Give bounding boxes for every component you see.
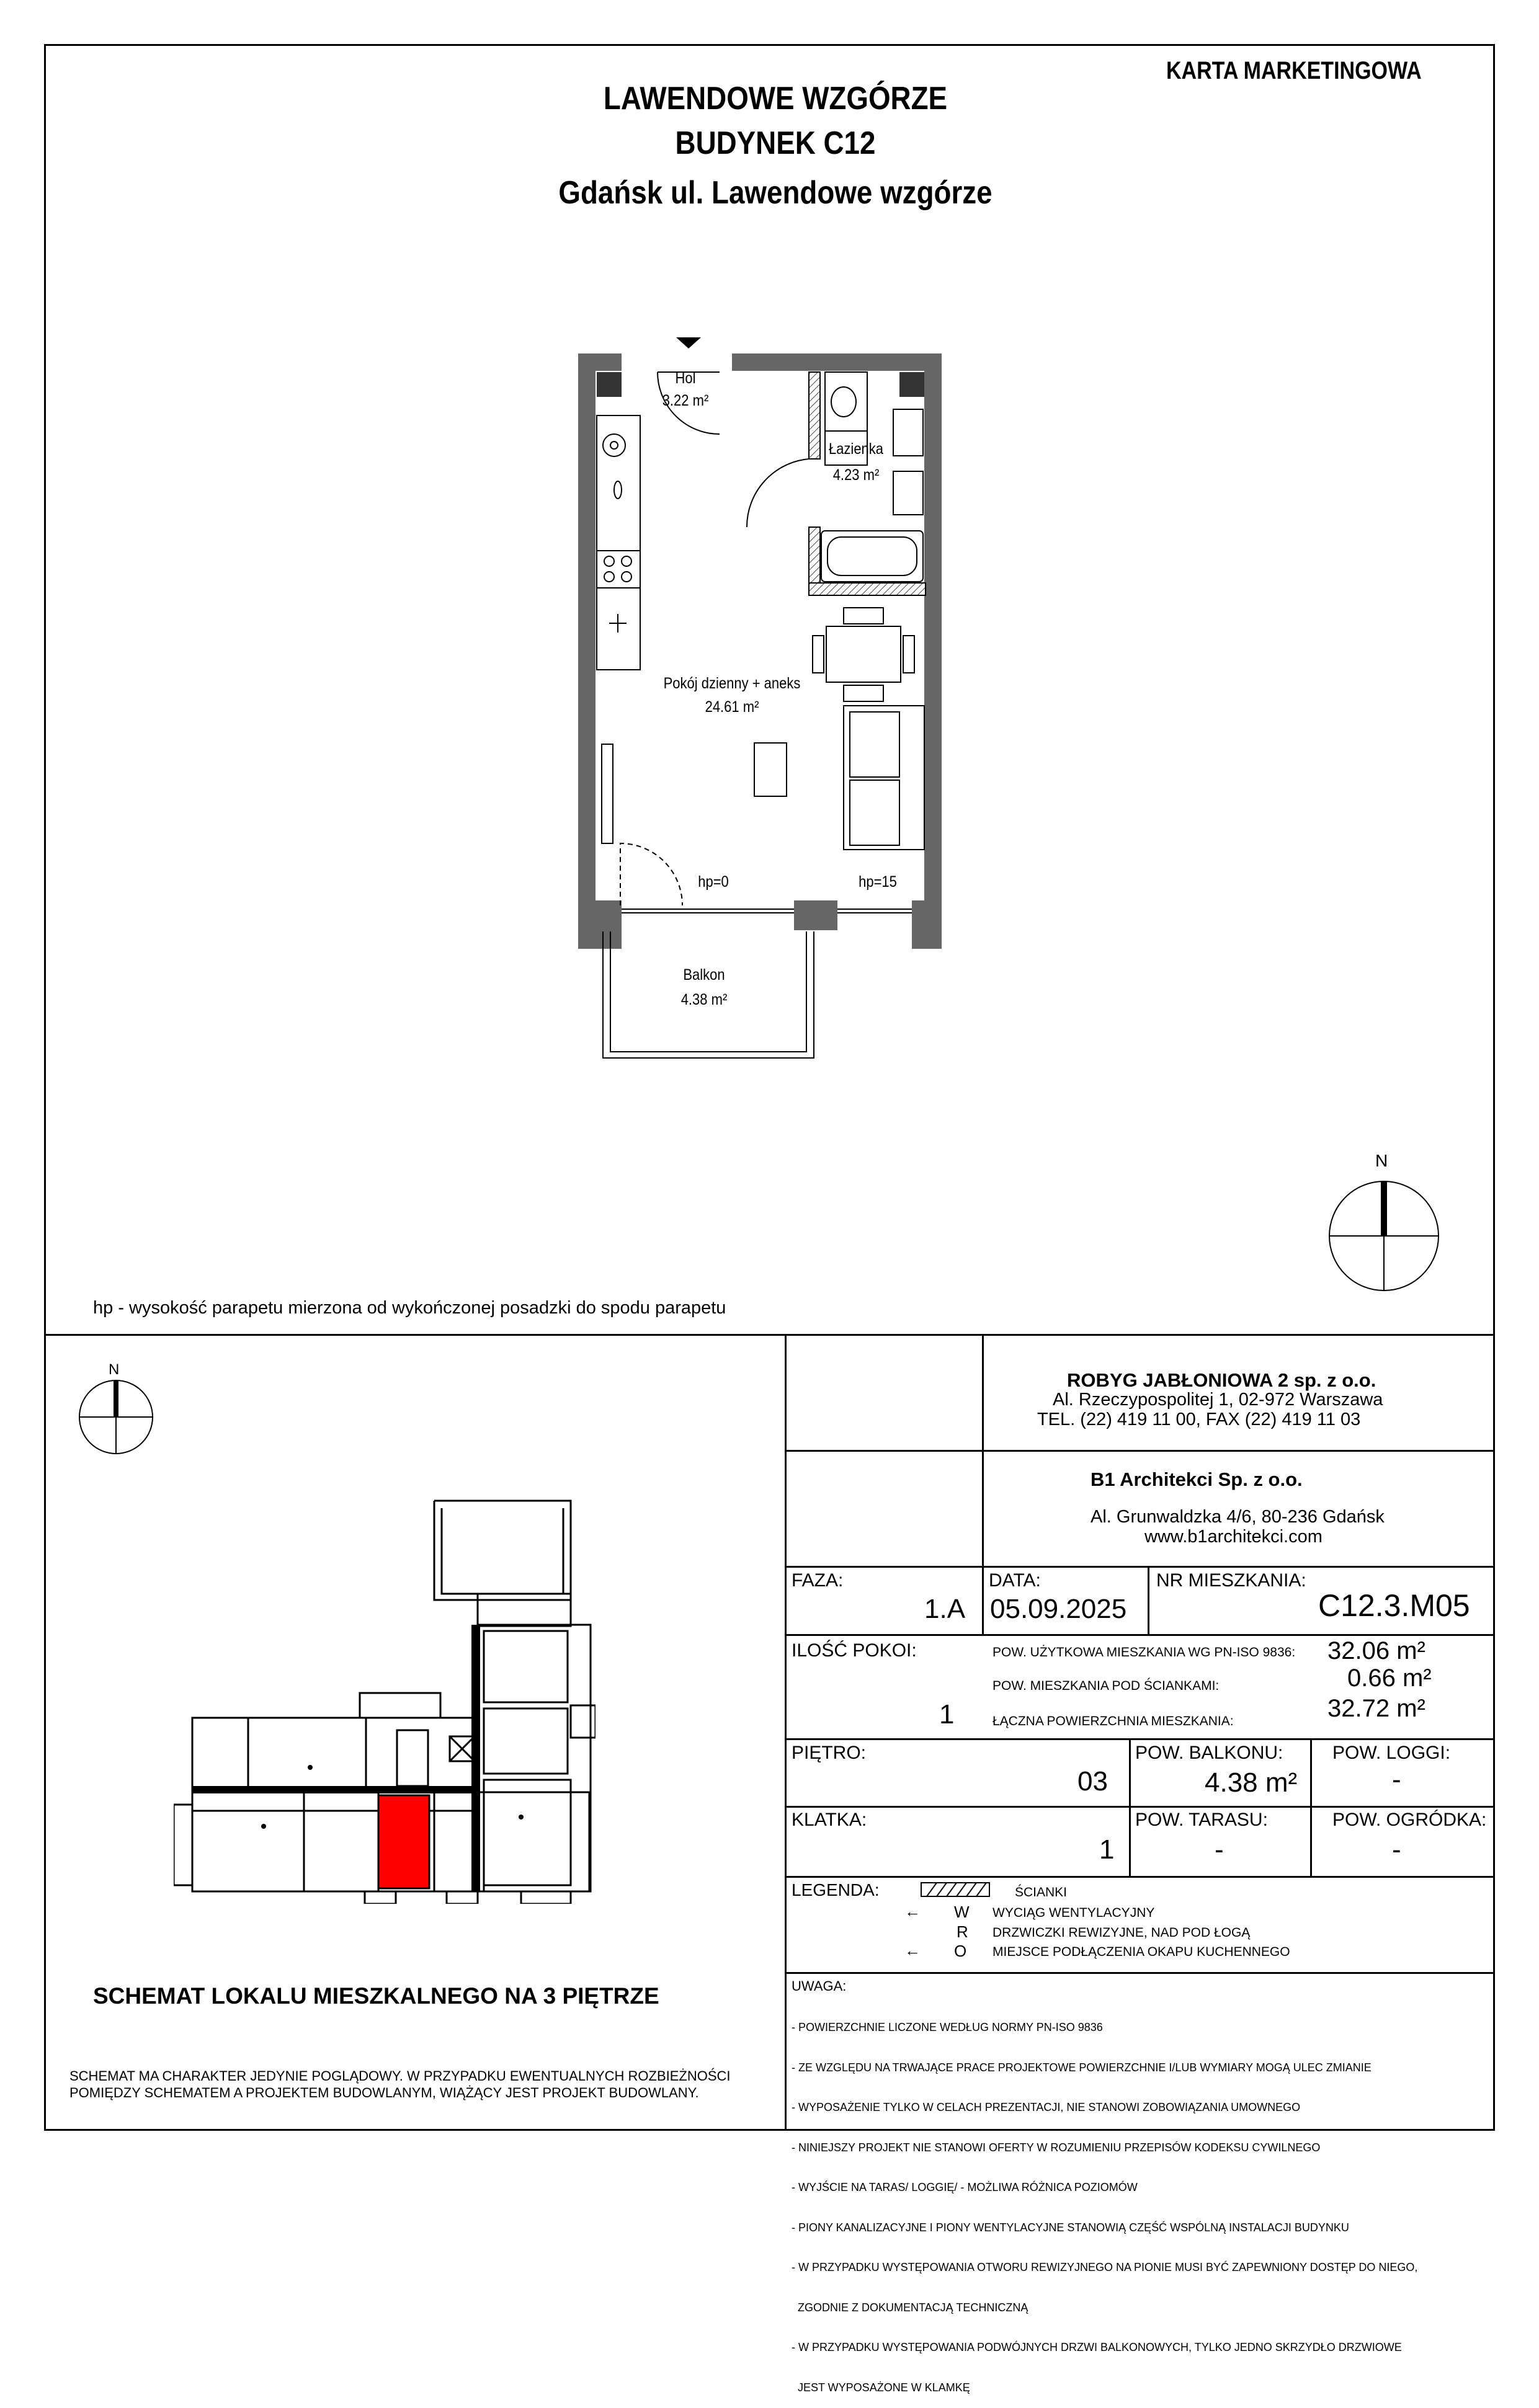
note-line: JEST WYPOSAŻONE W KLAMKĘ (792, 2381, 970, 2394)
schema-disclaimer-1: SCHEMAT MA CHARAKTER JEDYNIE POGLĄDOWY. W PRZYPADKU EWENTUALNYCH ROZBIEŻNOŚCI (69, 2068, 731, 2084)
ogrodek-label: POW. OGRÓDKA: (1332, 1810, 1487, 1830)
investor-phone: TEL. (22) 419 11 00, FAX (22) 419 11 03 (1037, 1410, 1361, 1429)
legend-item-hood: MIEJSCE PODŁĄCZENIA OKAPU KUCHENNEGO (993, 1945, 1290, 1959)
notes-label: UWAGA: (792, 1978, 847, 1994)
klatka-label: KLATKA: (792, 1810, 867, 1830)
legend-symbol-w: W (954, 1903, 970, 1921)
notes-list (792, 1994, 1417, 2408)
pow-laczna-value: 32.72 m² (1327, 1695, 1425, 1722)
apartment-highlight (378, 1795, 429, 1888)
architect-name: B1 Architekci Sp. z o.o. (1091, 1468, 1303, 1490)
pow-uzytkowa-value: 32.06 m² (1327, 1637, 1425, 1664)
note-line: - NINIEJSZY PROJEKT NIE STANOWI OFERTY W ROZUMIENIU PRZEPISÓW KODEKSU CYWILNEGO (792, 2141, 1321, 2154)
schema-compass-icon (77, 1378, 155, 1456)
address-title: Gdańsk ul. Lawendowe wzgórze (558, 175, 993, 211)
note-line: - WYPOSAŻENIE TYLKO W CELACH PREZENTACJI, NIE STANOWI ZOBOWIĄZANIA UMOWNEGO (792, 2101, 1301, 2113)
note-line: - POWIERZCHNIE LICZONE WEDŁUG NORMY PN-ISO 9836 (792, 2021, 1103, 2033)
architect-www: www.b1architekci.com (1144, 1527, 1323, 1547)
table-left-border (785, 1334, 787, 2131)
legend-item-vent: WYCIĄG WENTYLACYJNY (993, 1906, 1155, 1920)
room-lazienka-area: 4.23 m² (832, 466, 880, 484)
pow-laczna-label: ŁĄCZNA POWIERZCHNIA MIESZKANIA: (993, 1714, 1234, 1728)
pow-scianki-value: 0.66 m² (1347, 1664, 1432, 1692)
room-balkon-area: 4.38 m² (680, 991, 728, 1008)
schema-disclaimer-2: POMIĘDZY SCHEMATEM A PROJEKTEM BUDOWLANYM, WIĄŻĄCY JEST PROJEKT BUDOWLANY. (69, 2085, 699, 2100)
pow-uzytkowa-label: POW. UŻYTKOWA MIESZKANIA WG PN-ISO 9836: (993, 1645, 1296, 1659)
taras-label: POW. TARASU: (1135, 1810, 1268, 1830)
note-line: ZGODNIE Z DOKUMENTACJĄ TECHNICZNĄ (792, 2301, 1028, 2314)
loggia-label: POW. LOGGI: (1332, 1743, 1451, 1763)
note-line: - WYJŚCIE NA TARAS/ LOGGIĘ/ - MOŻLIWA RÓŻNICA POZIOMÓW (792, 2181, 1138, 2193)
room-living-area: 24.61 m² (705, 698, 759, 716)
balkon-value: 4.38 m² (1205, 1767, 1298, 1798)
legend-symbol-r: R (957, 1922, 968, 1941)
building-title: BUDYNEK C12 (675, 125, 876, 161)
data-label: DATA: (989, 1570, 1041, 1591)
schema-title: SCHEMAT LOKALU MIESZKALNEGO NA 3 PIĘTRZE (93, 1983, 659, 2009)
nr-value: C12.3.M05 (1318, 1588, 1470, 1623)
faza-label: FAZA: (792, 1570, 844, 1591)
pietro-value: 03 (1077, 1766, 1108, 1797)
note-line: - ZE WZGLĘDU NA TRWAJĄCE PRACE PROJEKTOWE POWIERZCHNIE I/LUB WYMIARY MOGĄ ULEC ZMIANIE (792, 2061, 1372, 2074)
note-line: - W PRZYPADKU WYSTĘPOWANIA OTWORU REWIZYJNEGO NA PIONIE MUSI BYĆ ZAPEWNIONY DOSTĘP DO NIEGO, (792, 2261, 1418, 2273)
legend-arrow-o-icon: ← (904, 1941, 921, 1960)
divider-main (44, 1334, 1495, 1336)
nr-label: NR MIESZKANIA: (1156, 1570, 1306, 1591)
ogrodek-value: - (1392, 1834, 1401, 1865)
balkon-label: POW. BALKONU: (1135, 1743, 1283, 1763)
north-label: N (1375, 1151, 1388, 1170)
faza-value: 1.A (924, 1594, 966, 1624)
room-balkon-name: Balkon (683, 966, 725, 984)
walls-hatch-icon (921, 1882, 990, 1897)
hp-note: hp - wysokość parapetu mierzona od wykończonej posadzki do spodu parapetu (93, 1298, 726, 1318)
architect-address: Al. Grunwaldzka 4/6, 80-236 Gdańsk (1091, 1507, 1385, 1527)
note-line: - W PRZYPADKU WYSTĘPOWANIA PODWÓJNYCH DRZWI BALKONOWYCH, TYLKO JEDNO SKRZYDŁO DRZWIOWE (792, 2341, 1402, 2353)
room-lazienka-name: Łazienka (828, 440, 884, 458)
legend-label: LEGENDA: (792, 1880, 880, 1899)
compass-icon (1326, 1178, 1442, 1294)
building-schema (174, 1495, 596, 1904)
project-title: LAWENDOWE WZGÓRZE (603, 81, 948, 117)
schema-north-label: N (109, 1361, 120, 1378)
hp-right: hp=15 (859, 873, 897, 891)
pow-scianki-label: POW. MIESZKANIA POD ŚCIANKAMI: (993, 1679, 1220, 1693)
marketing-card-label: KARTA MARKETINGOWA (1166, 57, 1422, 84)
legend-item-walls: ŚCIANKI (1015, 1885, 1068, 1899)
legend-arrow-w-icon: ← (904, 1902, 921, 1921)
room-hol-area: 3.22 m² (662, 392, 709, 409)
loggia-value: - (1392, 1764, 1401, 1795)
room-living-name: Pokój dzienny + aneks (663, 675, 801, 692)
data-value: 05.09.2025 (990, 1594, 1127, 1624)
investor-name: ROBYG JABŁONIOWA 2 sp. z o.o. (1067, 1369, 1376, 1391)
pokoi-value: 1 (939, 1699, 955, 1730)
pietro-label: PIĘTRO: (792, 1743, 867, 1763)
note-line: - PIONY KANALIZACYJNE I PIONY WENTYLACYJNE STANOWIĄ CZĘŚĆ WSPÓLNĄ INSTALACJI BUDYNKU (792, 2221, 1349, 2234)
legend-item-revision: DRZWICZKI REWIZYJNE, NAD POD ŁOGĄ (993, 1926, 1251, 1940)
pokoi-label: ILOŚĆ POKOI: (792, 1640, 917, 1661)
investor-address: Al. Rzeczypospolitej 1, 02-972 Warszawa (1053, 1390, 1383, 1410)
room-hol-name: Hol (675, 370, 696, 387)
klatka-value: 1 (1099, 1834, 1115, 1865)
taras-value: - (1215, 1834, 1224, 1865)
hp-left: hp=0 (698, 873, 729, 891)
legend-symbol-o: O (954, 1942, 967, 1960)
floor-plan (558, 322, 980, 1067)
